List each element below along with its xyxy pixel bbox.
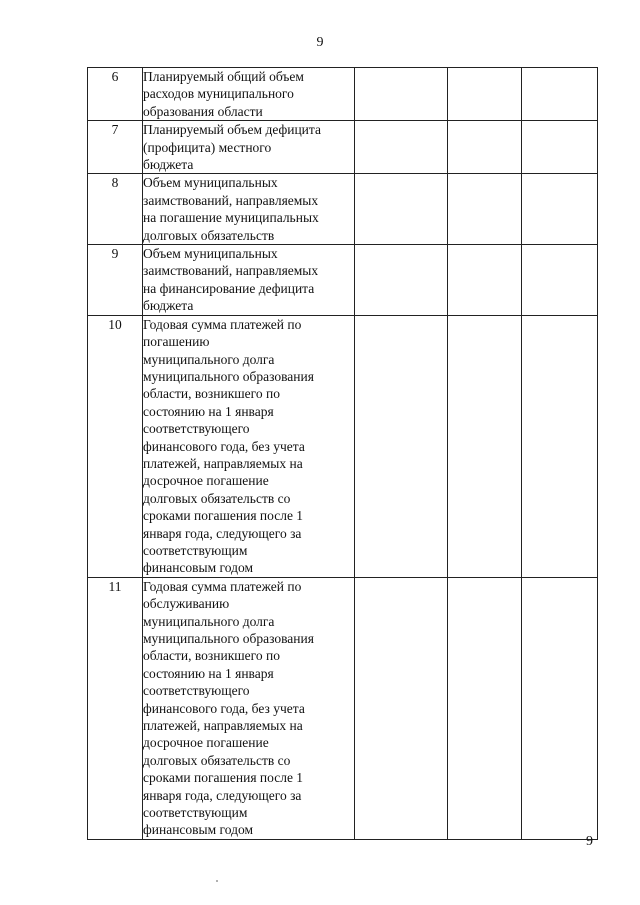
table-row: [88, 121, 598, 174]
value-cell: [355, 121, 448, 174]
row-description-cell: [143, 68, 355, 121]
description-line: состоянию на 1 января: [143, 403, 274, 419]
table-row: [88, 315, 598, 577]
row-number-cell: 10: [88, 315, 143, 577]
value-cell: [355, 174, 448, 245]
description-line: образования области: [143, 103, 263, 119]
value-cell: [448, 121, 522, 174]
row-number-cell: 9: [88, 245, 143, 316]
description-line: погашению: [143, 334, 210, 350]
value-cell: [448, 174, 522, 245]
value-cell: [522, 577, 598, 839]
description-line: долговых обязательств со: [143, 752, 291, 768]
description-line: бюджета: [143, 157, 194, 173]
description-line: на финансирование дефицита: [143, 280, 315, 296]
description-line: Объем муниципальных: [143, 246, 278, 262]
description-line: финансовым годом: [143, 560, 253, 576]
description-line: досрочное погашение: [143, 473, 269, 489]
description-line: финансового года, без учета: [143, 700, 305, 716]
description-line: финансовым годом: [143, 822, 253, 838]
indicators-table: [87, 67, 598, 840]
description-line: состоянию на 1 января: [143, 665, 274, 681]
value-cell: [355, 577, 448, 839]
description-line: (профицита) местного: [143, 139, 272, 155]
description-line: сроками погашения после 1: [143, 508, 304, 524]
description-line: долговых обязательств со: [143, 490, 291, 506]
table-row: [88, 245, 598, 316]
description-line: муниципального образования: [143, 631, 314, 646]
row-description-cell: [143, 174, 355, 245]
row-number-cell: 11: [88, 577, 143, 839]
description-line: сроками погашения после 1: [143, 770, 304, 786]
description-line: января года, следующего за: [143, 787, 302, 803]
description-line: заимствований, направляемых: [143, 263, 319, 279]
description-line: муниципального долга: [143, 613, 275, 629]
value-cell: [448, 245, 522, 316]
table-row: [88, 68, 598, 121]
value-cell: [355, 245, 448, 316]
row-description-cell: [143, 315, 355, 577]
description-line: области, возникшего по: [143, 386, 280, 402]
description-line: соответствующим: [143, 805, 248, 821]
description-line: муниципального долга: [143, 351, 275, 367]
row-description-cell: [143, 577, 355, 839]
description-line: досрочное погашение: [143, 735, 269, 751]
row-number-cell: 7: [88, 121, 143, 174]
scan-speck: [216, 880, 218, 882]
table-row: [88, 174, 598, 245]
description-line: платежей, направляемых на: [143, 718, 303, 734]
description-line: платежей, направляемых на: [143, 455, 303, 471]
description-line: соответствующим: [143, 542, 248, 558]
value-cell: [448, 315, 522, 577]
description-line: обслуживанию: [143, 596, 230, 612]
description-line: бюджета: [143, 298, 194, 314]
value-cell: [522, 68, 598, 121]
description-line: области, возникшего по: [143, 648, 280, 664]
description-line: финансового года, без учета: [143, 438, 305, 454]
value-cell: [355, 68, 448, 121]
description-line: Объем муниципальных: [143, 175, 278, 191]
value-cell: [355, 315, 448, 577]
description-line: Планируемый общий объем: [143, 69, 304, 84]
row-description-cell: [143, 245, 355, 316]
page-number-bottom: 9: [586, 834, 593, 849]
description-line: муниципального образования: [143, 368, 314, 384]
page-number-top: 9: [316, 35, 324, 50]
table-body: [88, 68, 598, 840]
row-number-cell: 6: [88, 68, 143, 121]
description-line: Планируемый объем дефицита: [143, 122, 321, 138]
value-cell: [522, 315, 598, 577]
description-line: на погашение муниципальных: [143, 210, 319, 226]
description-line: Годовая сумма платежей по: [143, 316, 302, 332]
description-line: Годовая сумма платежей по: [143, 578, 302, 594]
description-line: долговых обязательств: [143, 227, 275, 243]
value-cell: [448, 68, 522, 121]
row-description-cell: [143, 121, 355, 174]
table-row: [88, 577, 598, 839]
value-cell: [448, 577, 522, 839]
row-number-cell: 8: [88, 174, 143, 245]
description-line: соответствующего: [143, 421, 250, 437]
description-line: января года, следующего за: [143, 525, 302, 541]
description-line: соответствующего: [143, 683, 250, 699]
value-cell: [522, 174, 598, 245]
value-cell: [522, 245, 598, 316]
value-cell: [522, 121, 598, 174]
description-line: заимствований, направляемых: [143, 192, 319, 208]
description-line: расходов муниципального: [143, 86, 294, 102]
